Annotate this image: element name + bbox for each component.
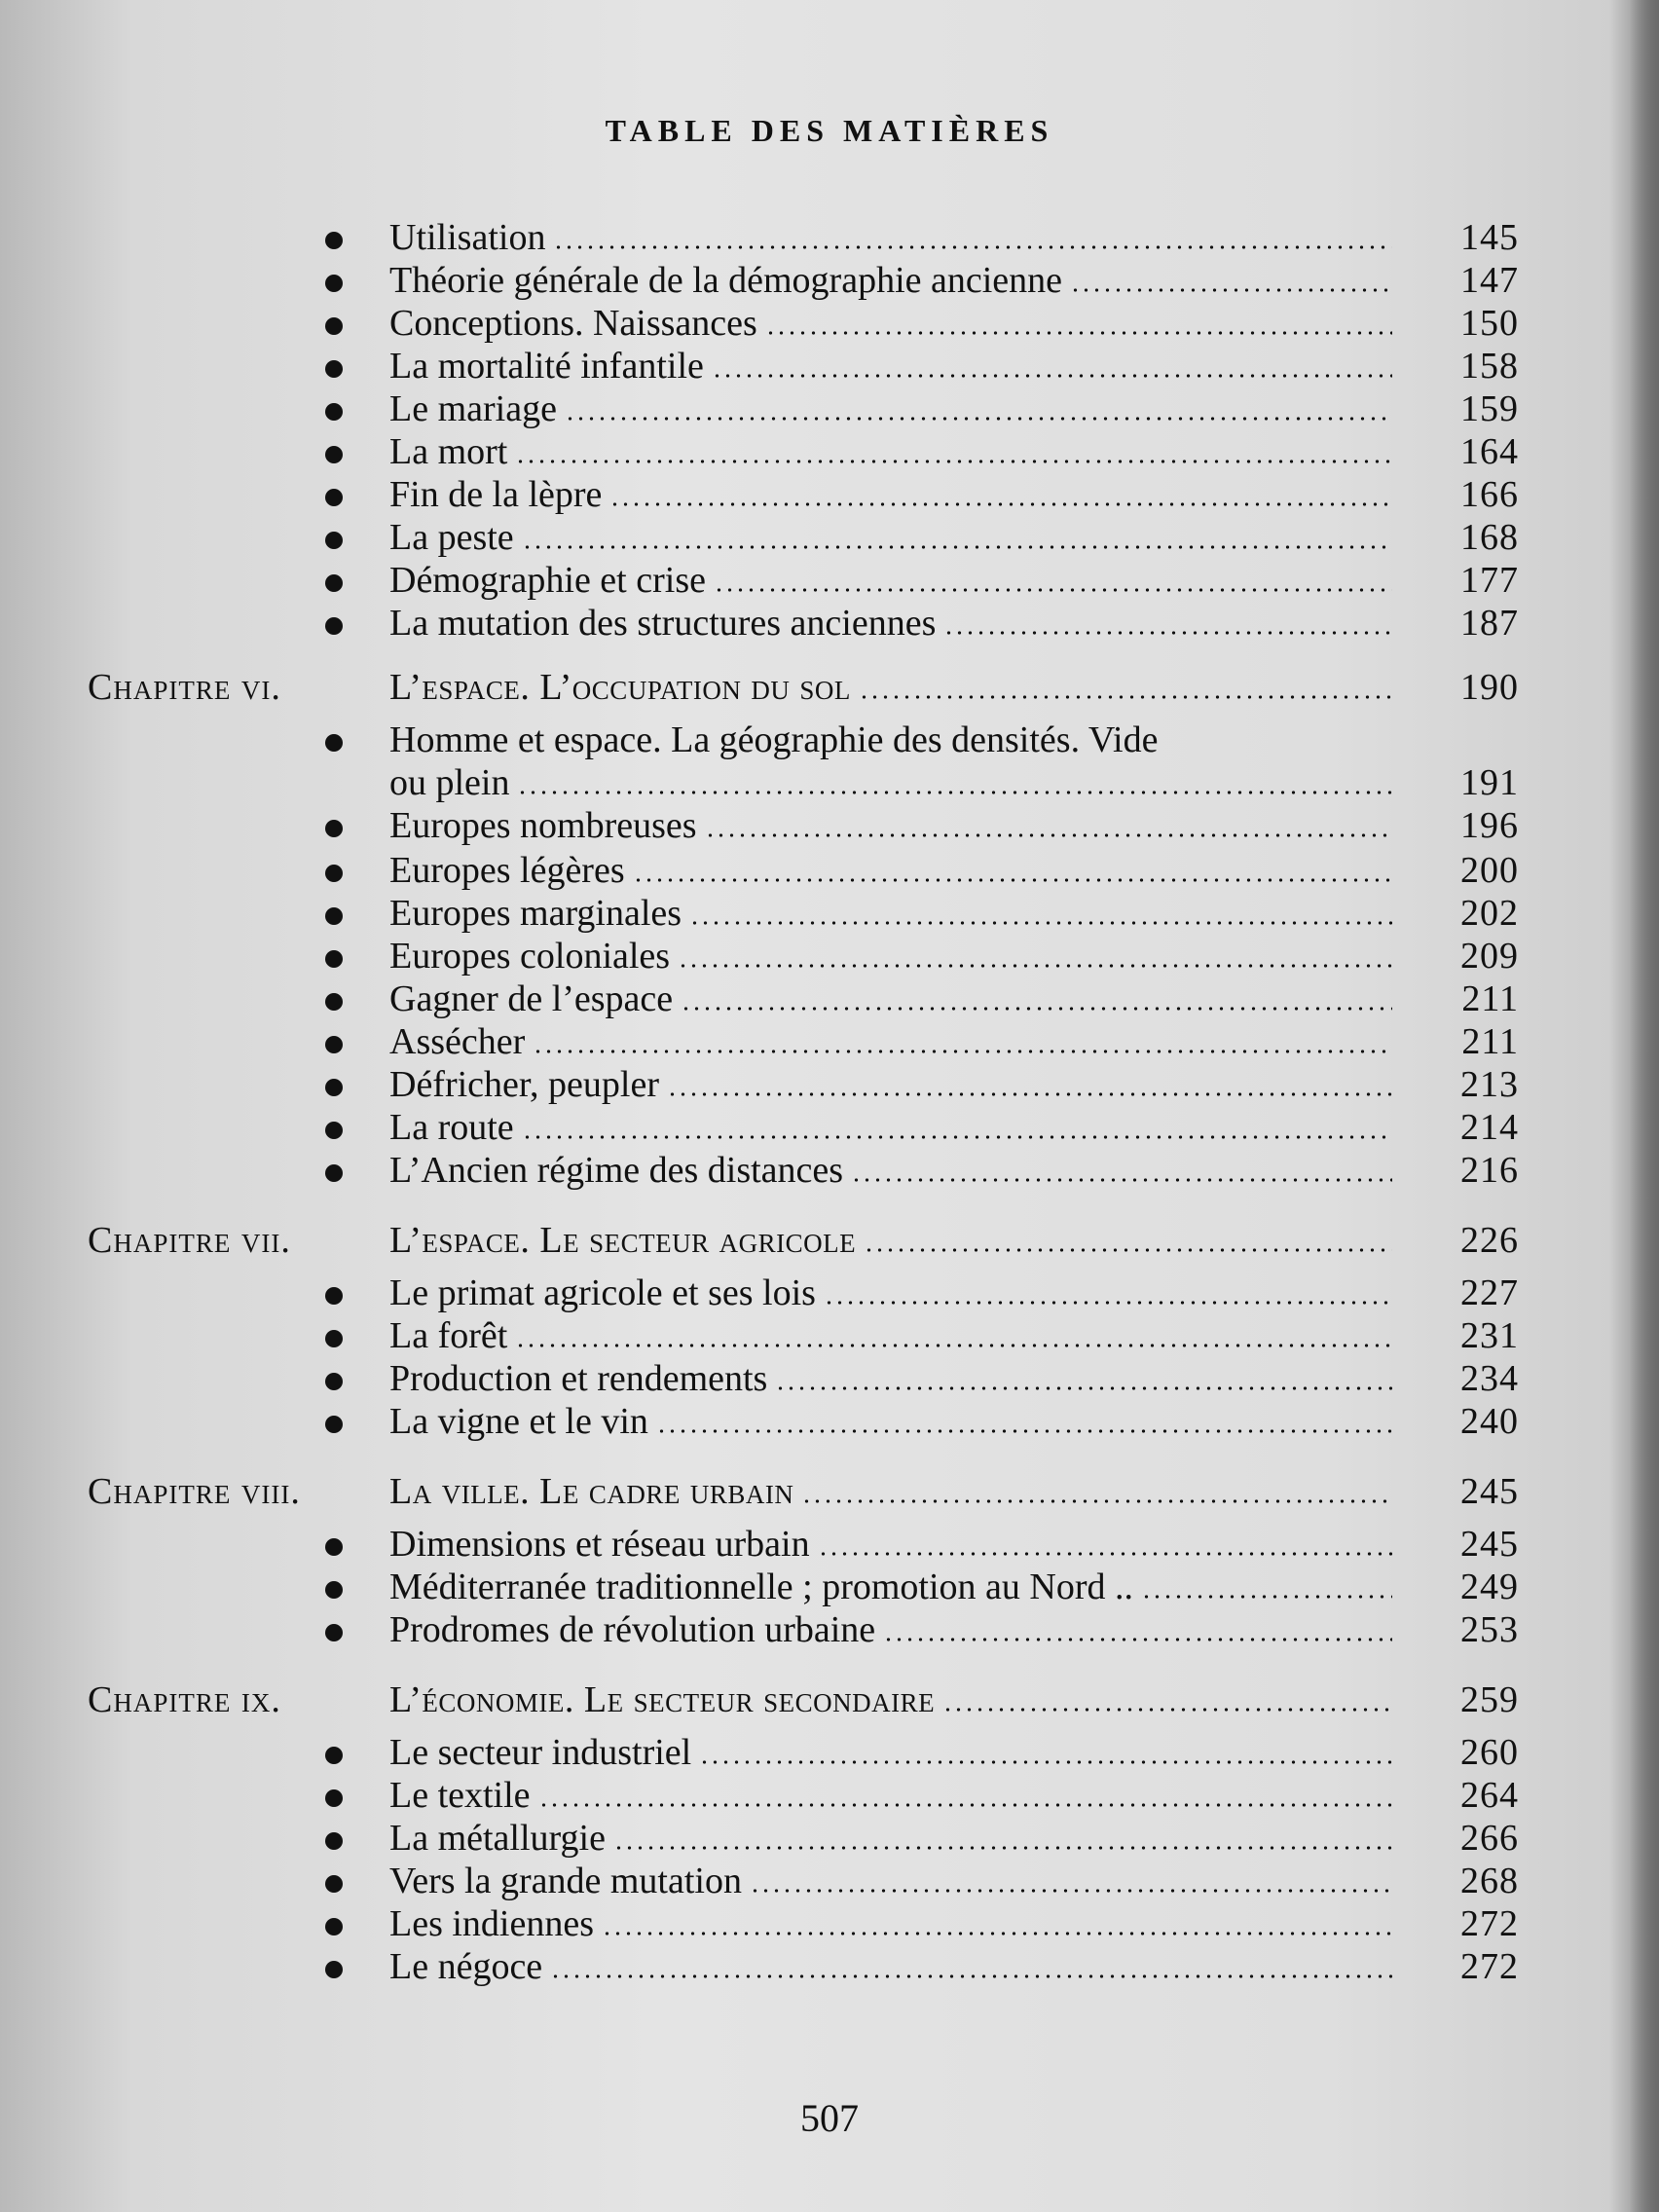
toc-page-number: 240 [1460,1401,1519,1442]
dot-leader [538,1803,1392,1807]
toc-entry-label: Europes marginales [389,893,682,934]
dot-leader [1141,1595,1392,1599]
dot-leader [533,1050,1392,1053]
toc-entry-label: Le mariage [389,388,557,429]
dot-leader [656,1429,1392,1433]
toc-entry-row [0,516,1519,559]
toc-entry-label: Production et rendements [389,1358,768,1399]
toc-entry-label: Europes nombreuses [389,805,697,846]
toc-page-number: 166 [1460,474,1519,515]
toc-chapter-row [0,666,1519,709]
toc-entry-row [0,1945,1519,1988]
toc-page-number: 159 [1460,388,1519,429]
dot-leader [515,460,1392,463]
toc-page-number: 168 [1460,517,1519,558]
toc-page-number: 211 [1461,978,1519,1019]
toc-entry-label: La vigne et le vin [389,1401,648,1442]
toc-page-number: 196 [1460,805,1519,846]
bullet-icon [325,1832,343,1850]
toc-page-number: 259 [1460,1679,1519,1720]
toc-page-number: 234 [1460,1358,1519,1399]
toc-entry-row [0,1357,1519,1400]
dot-leader [681,1007,1392,1011]
bullet-icon [325,1538,343,1556]
page-number: 507 [800,2096,859,2140]
toc-entry-row [0,1731,1519,1774]
toc-page-number: 145 [1460,217,1519,258]
toc-entry-label: Europes légères [389,850,625,891]
chapter-number: Chapitre viii. [88,1471,301,1512]
bullet-icon [325,275,343,292]
toc-page-number: 264 [1460,1775,1519,1816]
chapter-number: Chapitre ix. [88,1679,281,1720]
dot-leader [1070,288,1392,292]
toc-page-number: 245 [1460,1524,1519,1565]
toc-entry-label: Conceptions. Naissances [389,303,757,344]
toc-entry-row [0,761,1519,804]
toc-entry-row [0,559,1519,602]
bullet-icon [325,865,343,882]
bullet-icon [325,1789,343,1807]
bullet-icon [325,1287,343,1305]
bullet-icon [325,360,343,378]
toc-entry-row [0,1314,1519,1357]
toc-entry-label: Prodromes de révolution urbaine [389,1609,876,1650]
bullet-icon [325,446,343,463]
toc-page-number: 191 [1460,762,1519,803]
bullet-icon [325,1373,343,1390]
toc-entry-row [0,935,1519,977]
toc-entry-label: Méditerranée traditionnelle ; promotion au Nord .. [389,1567,1133,1607]
page-header-title: TABLE DES MATIÈRES [605,113,1054,148]
dot-leader [864,1248,1392,1252]
bullet-icon [325,532,343,549]
page-edge-shadow [1630,0,1659,2212]
bullet-icon [325,1581,343,1599]
bullet-icon [325,1164,343,1182]
bullet-icon [325,1416,343,1433]
toc-entry-label: Le primat agricole et ses lois [389,1272,816,1313]
toc-entry-row [0,892,1519,935]
toc-chapter-row [0,1470,1519,1513]
chapter-title: L’espace. Le secteur agricole [389,1220,857,1261]
bullet-icon [325,1079,343,1096]
chapter-title: L’espace. L’occupation du sol [389,667,851,708]
toc-entry-label: Le secteur industriel [389,1732,692,1773]
toc-page-number: 190 [1460,667,1519,708]
toc-entry-label: Dimensions et réseau urbain [389,1524,810,1565]
toc-entry-row [0,1774,1519,1817]
toc-entry-row [0,1149,1519,1192]
toc-entry-row [0,804,1519,847]
dot-leader [765,331,1392,335]
dot-leader [943,631,1392,635]
toc-entry-row [0,1272,1519,1314]
bullet-icon [325,1036,343,1053]
toc-entry-label: Démographie et crise [389,560,706,601]
bullet-icon [325,489,343,506]
toc-page-number: 266 [1460,1818,1519,1859]
toc-entry-label: Gagner de l’espace [389,978,674,1019]
toc-page-number: 200 [1460,850,1519,891]
toc-page-number: 164 [1460,431,1519,472]
bullet-icon [325,950,343,968]
toc-entry-row [0,387,1519,430]
toc-page-number: 245 [1460,1471,1519,1512]
bullet-icon [325,317,343,335]
dot-leader [851,1178,1392,1182]
toc-page-number: 272 [1460,1946,1519,1987]
dot-leader [705,833,1392,837]
dot-leader [565,417,1392,421]
dot-leader [750,1889,1392,1893]
toc-entry-row [0,259,1519,302]
bullet-icon [325,403,343,421]
toc-entry-row [0,849,1519,892]
chapter-title: L’économie. Le secteur secondaire [389,1679,936,1720]
toc-entry-label: Le textile [389,1775,531,1816]
bullet-icon [325,1918,343,1936]
toc-entry-label: Utilisation [389,217,546,258]
toc-page-number: 260 [1460,1732,1519,1773]
bullet-icon [325,1747,343,1764]
toc-chapter-row [0,1219,1519,1262]
dot-leader [517,791,1392,794]
chapter-number: Chapitre vi. [88,667,281,708]
dot-leader [522,1135,1392,1139]
toc-page-number: 158 [1460,346,1519,387]
toc-page-number: 249 [1460,1567,1519,1607]
dot-leader [515,1344,1392,1347]
dot-leader [818,1552,1392,1556]
bullet-icon [325,1330,343,1347]
dot-leader [613,1846,1392,1850]
toc-entry-label: Défricher, peupler [389,1064,659,1105]
toc-page-number: 202 [1460,893,1519,934]
toc-page-number: 209 [1460,936,1519,977]
dot-leader [714,588,1392,592]
dot-leader [602,1932,1392,1936]
dot-leader [678,964,1392,968]
toc-entry-row [0,1106,1519,1149]
toc-entry-label: Vers la grande mutation [389,1861,742,1901]
toc-entry-row [0,1902,1519,1945]
toc-page-number: 177 [1460,560,1519,601]
dot-leader [775,1386,1392,1390]
toc-entry-row [0,977,1519,1020]
toc-entry-row [0,1817,1519,1860]
toc-entry-label: La peste [389,517,514,558]
toc-page-number: 214 [1460,1107,1519,1148]
toc-entry-row [0,1523,1519,1566]
toc-page-number: 226 [1460,1220,1519,1261]
bullet-icon [325,1961,343,1978]
toc-entry-row [0,216,1519,259]
dot-leader [633,878,1392,882]
toc-entry-row [0,430,1519,473]
toc-entry-label: Fin de la lèpre [389,474,603,515]
dot-leader [553,245,1392,249]
toc-entry-row [0,719,1519,761]
bullet-icon [325,993,343,1011]
toc-entry-label: Le négoce [389,1946,543,1987]
toc-entry-row [0,302,1519,345]
toc-page-number: 187 [1460,603,1519,644]
toc-entry-row [0,473,1519,516]
toc-page-number: 211 [1461,1021,1519,1062]
toc-page-number: 231 [1460,1315,1519,1356]
bullet-icon [325,907,343,925]
toc-entry-label: La métallurgie [389,1818,606,1859]
toc-entry-label: La forêt [389,1315,508,1356]
toc-page-number: 216 [1460,1150,1519,1191]
toc-page-number: 213 [1460,1064,1519,1105]
toc-page-number: 227 [1460,1272,1519,1313]
toc-entry-label: Assécher [389,1021,526,1062]
dot-leader [942,1708,1392,1712]
bullet-icon [325,232,343,249]
toc-page-number: 272 [1460,1903,1519,1944]
dot-leader [609,502,1392,506]
bullet-icon [325,734,343,752]
dot-leader [667,1092,1392,1096]
bullet-icon [325,1624,343,1641]
dot-leader [550,1974,1392,1978]
toc-entry-label: La route [389,1107,514,1148]
toc-page-number: 268 [1460,1861,1519,1901]
bullet-icon [325,1122,343,1139]
dot-leader [801,1499,1392,1503]
toc-entry-label: ou plein [389,762,510,803]
chapter-number: Chapitre vii. [88,1220,291,1261]
toc-entry-row [0,1020,1519,1063]
dot-leader [824,1301,1392,1305]
dot-leader [712,374,1392,378]
bullet-icon [325,1875,343,1893]
toc-page-number: 253 [1460,1609,1519,1650]
toc-page-number: 147 [1460,260,1519,301]
bullet-icon [325,617,343,635]
toc-entry-label: Homme et espace. La géographie des densités. Vide [389,719,1159,760]
toc-entry-row [0,1400,1519,1443]
toc-chapter-row [0,1678,1519,1721]
dot-leader [859,695,1392,699]
toc-page-number: 150 [1460,303,1519,344]
toc-entry-label: Les indiennes [389,1903,595,1944]
toc-entry-row [0,1566,1519,1608]
bullet-icon [325,574,343,592]
toc-entry-row [0,345,1519,387]
toc-entry-label: Théorie générale de la démographie ancienne [389,260,1063,301]
dot-leader [522,545,1392,549]
toc-entry-label: La mutation des structures anciennes [389,603,937,644]
toc-entry-label: La mortalité infantile [389,346,704,387]
dot-leader [883,1638,1392,1641]
toc-entry-row [0,1063,1519,1106]
toc-entry-row [0,602,1519,645]
dot-leader [699,1760,1392,1764]
toc-entry-label: Europes coloniales [389,936,671,977]
toc-entry-label: L’Ancien régime des distances [389,1150,844,1191]
toc-entry-row [0,1860,1519,1902]
toc-entry-row [0,1608,1519,1651]
dot-leader [689,921,1392,925]
toc-entry-label: La mort [389,431,508,472]
chapter-title: La ville. Le cadre urbain [389,1471,794,1512]
bullet-icon [325,820,343,837]
